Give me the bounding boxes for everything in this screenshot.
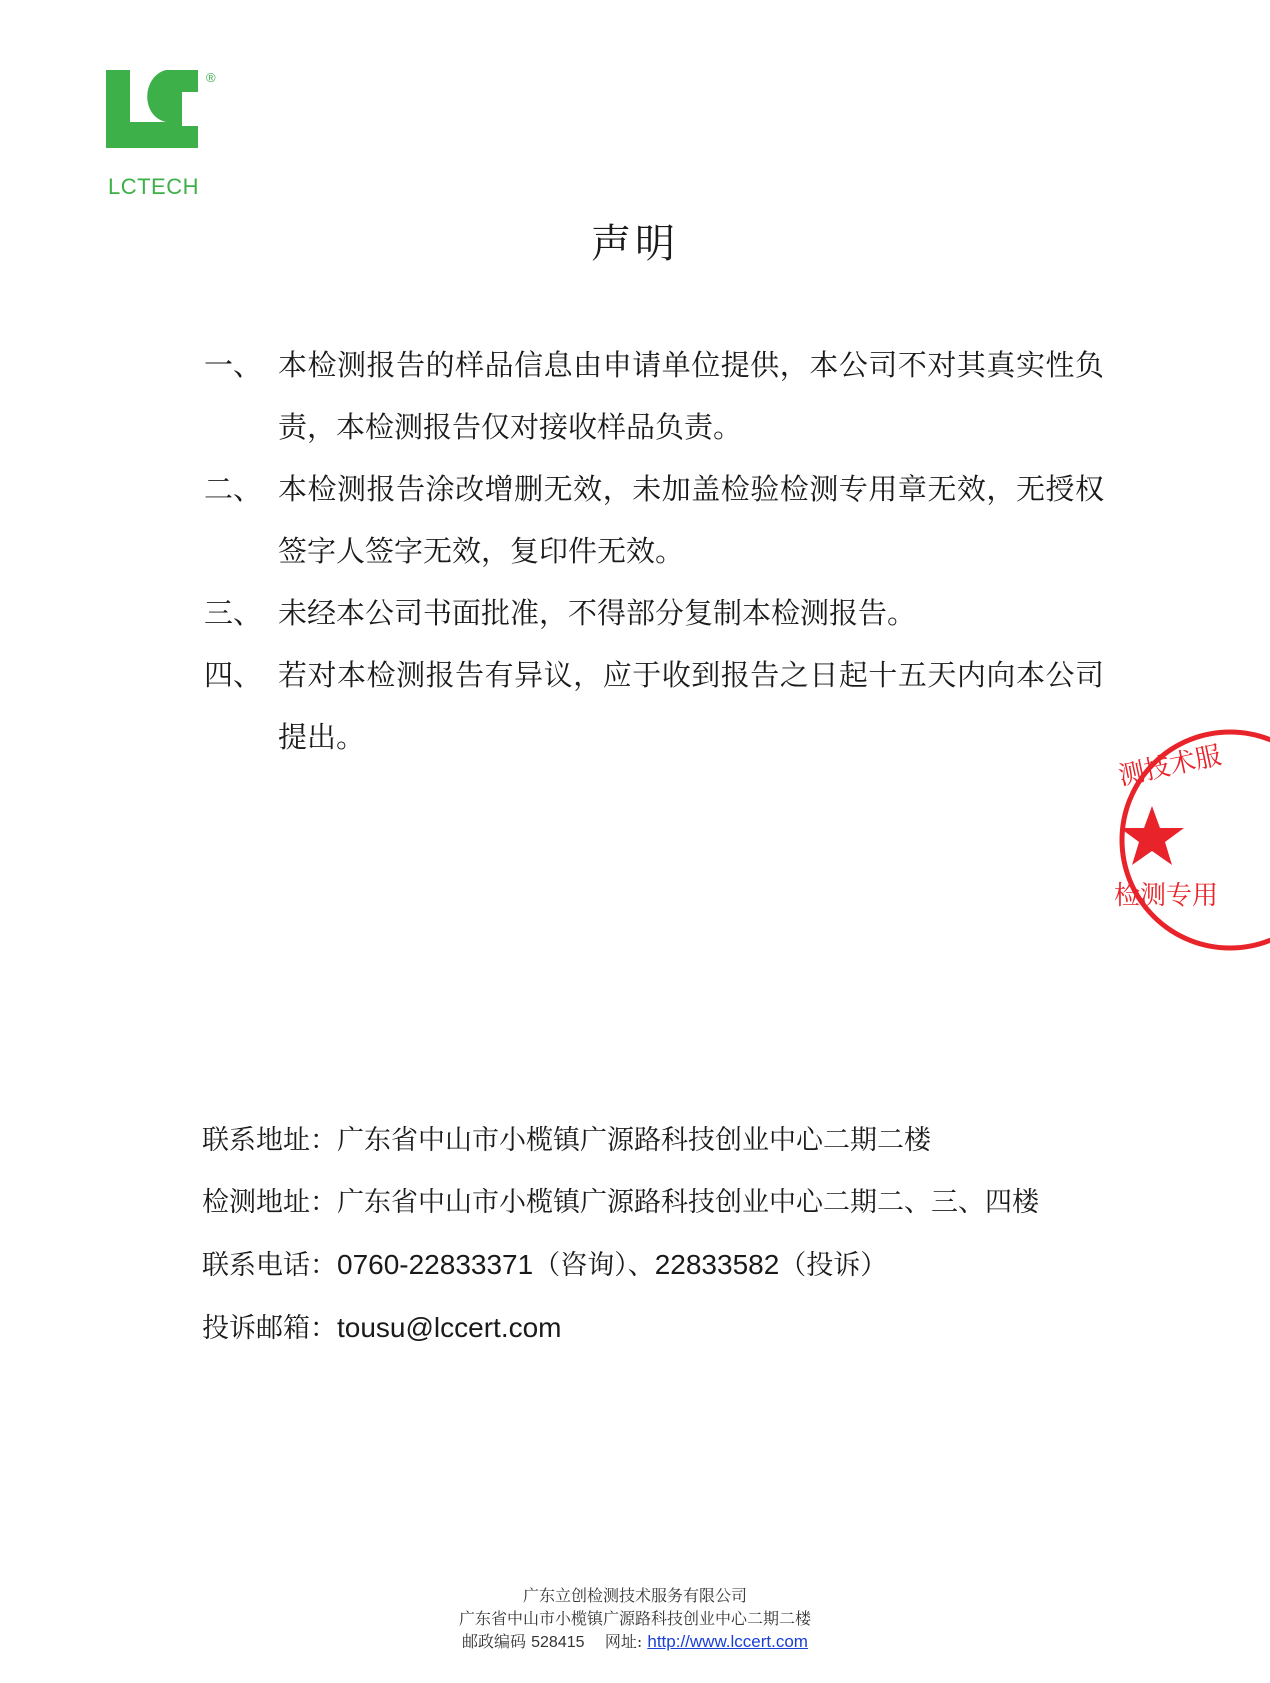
declaration-list: [204, 334, 1104, 768]
declaration-number: 三、: [204, 596, 263, 630]
contact-address-row: [202, 1110, 1122, 1172]
declaration-item: [204, 582, 1104, 644]
declaration-number: 二、: [204, 472, 263, 506]
contact-email-label: 投诉邮箱：: [202, 1313, 337, 1344]
footer-company: 广东立创检测技术服务有限公司: [522, 1586, 747, 1605]
footer-website-label: 网址:: [604, 1632, 643, 1651]
page-title: 声明: [591, 221, 679, 267]
contact-address-label: 联系地址：: [202, 1125, 337, 1156]
declaration-text: 本检测报告的样品信息由申请单位提供，本公司不对其真实性负责，本检测报告仅对接收样品负责。: [278, 348, 1104, 444]
logo-text: LCTECH: [108, 174, 200, 199]
seal-top-text: 测技术服: [1116, 740, 1225, 792]
phone-number-consult: 0760-22833371: [337, 1249, 534, 1280]
declaration-number: 四、: [204, 658, 263, 692]
declaration-item: [204, 458, 1104, 582]
phone-note-complaint: （投诉）: [779, 1250, 888, 1281]
contact-email-value: tousu@lccert.com: [337, 1312, 562, 1343]
official-seal: [1112, 728, 1225, 952]
footer-postcode: 528415: [531, 1634, 585, 1651]
footer-website-link[interactable]: http://www.lccert.com: [647, 1632, 808, 1651]
declaration-text: 本检测报告涂改增删无效，未加盖检验检测专用章无效，无授权签字人签字无效，复印件无效。: [278, 472, 1104, 568]
lctech-logo-icon: [106, 70, 198, 148]
test-address-row: [202, 1172, 1122, 1234]
page-footer: [0, 1584, 1270, 1654]
contact-phone-label: 联系电话：: [202, 1250, 337, 1281]
contact-address-value: 广东省中山市小榄镇广源路科技创业中心二期二楼: [337, 1125, 931, 1156]
phone-note-consult: （咨询）、: [533, 1250, 655, 1281]
footer-postcode-website-row: [0, 1630, 1270, 1654]
declaration-item: [204, 334, 1104, 458]
declaration-item: [204, 644, 1104, 768]
contact-email-row: [202, 1297, 1122, 1360]
contact-phone-row: [202, 1234, 1122, 1297]
footer-postcode-label: 邮政编码: [462, 1632, 527, 1651]
declaration-text: 未经本公司书面批准，不得部分复制本检测报告。: [278, 596, 917, 630]
declaration-text: 若对本检测报告有异议，应于收到报告之日起十五天内向本公司提出。: [278, 658, 1104, 754]
test-address-value: 广东省中山市小榄镇广源路科技创业中心二期二、三、四楼: [337, 1187, 1039, 1218]
test-address-label: 检测地址：: [202, 1187, 337, 1218]
company-logo: [106, 70, 226, 200]
registered-mark: ®: [206, 70, 216, 85]
footer-address: 广东省中山市小榄镇广源路科技创业中心二期二楼: [458, 1609, 811, 1628]
declaration-number: 一、: [204, 348, 263, 382]
phone-number-complaint: 22833582: [654, 1249, 780, 1280]
seal-bottom-text: 检测专用: [1114, 881, 1219, 911]
contact-info: [202, 1110, 1122, 1360]
star-icon: [1120, 806, 1184, 865]
